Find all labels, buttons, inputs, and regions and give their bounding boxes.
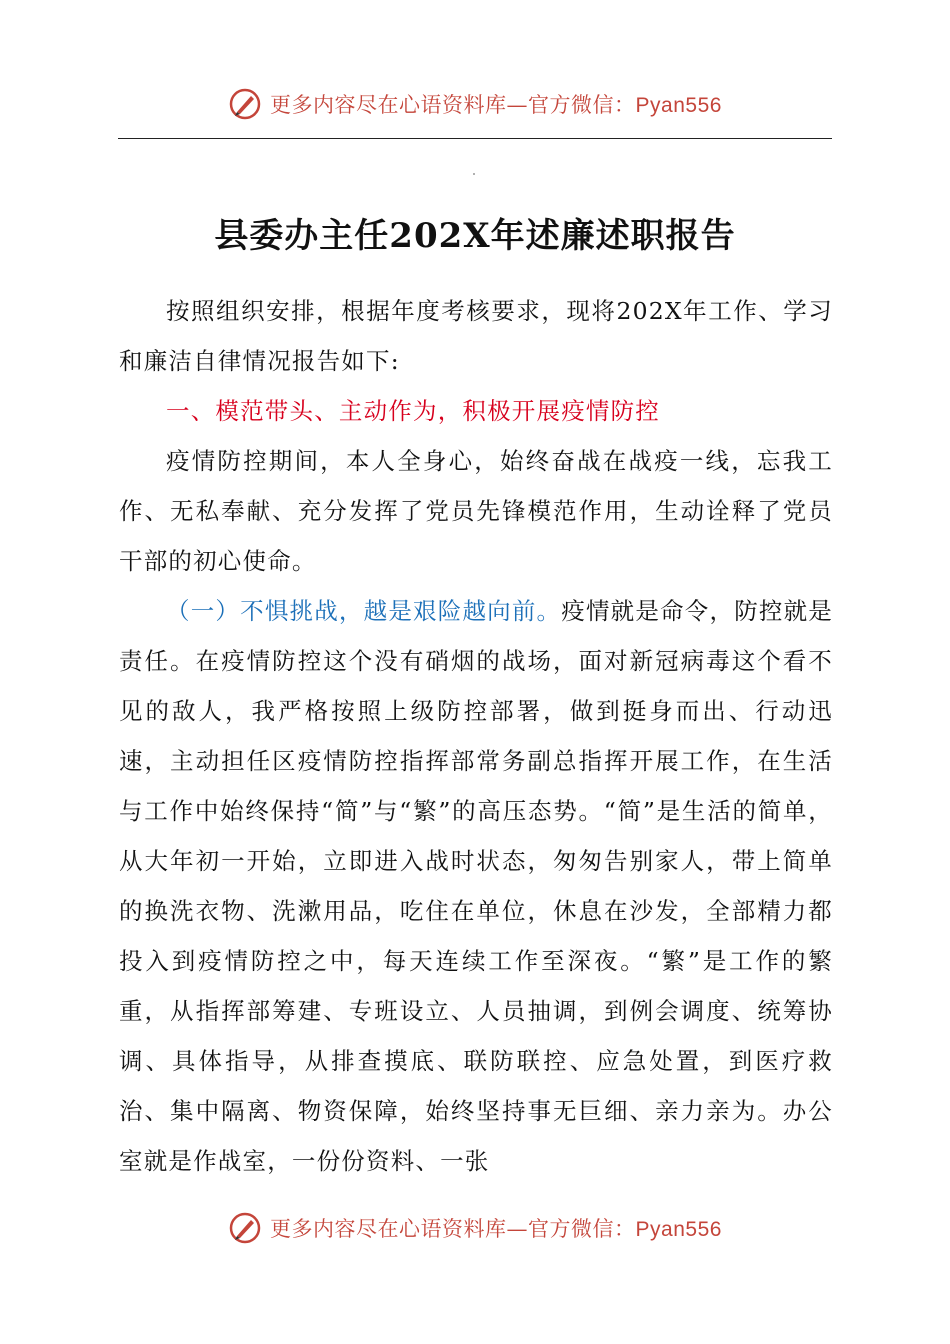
paragraph-2 bbox=[119, 586, 833, 1186]
stray-dot bbox=[473, 173, 475, 175]
document-title: 县委办主任202X年述廉述职报告 bbox=[214, 216, 736, 256]
pen-logo-icon bbox=[228, 1211, 262, 1245]
watermark-banner-top bbox=[0, 84, 950, 124]
intro-paragraph: 按照组织安排，根据年度考核要求，现将202X年工作、学习和廉洁自律情况报告如下: bbox=[119, 297, 833, 375]
pen-logo-icon bbox=[228, 87, 262, 121]
watermark-text: 更多内容尽在心语资料库—官方微信：Pyan556 bbox=[270, 1217, 722, 1241]
subheading-1: （一）不惧挑战，越是艰险越向前。 bbox=[166, 597, 562, 625]
paragraph-2-text: 疫情就是命令，防控就是责任。在疫情防控这个没有硝烟的战场，面对新冠病毒这个看不见的敌人，我严格按照上级防控部署，做到挺身而出、行动迅速，主动担任区疫情防控指挥部常务副总指挥开展工作，在生活与工作中始终保持“简”与“繁”的高压态势。“简”是生活的简单，从大年初一开始，立即进入战时状态，匆匆告别家人，带上简单的换洗衣物、洗漱用品，吃住在单位，休息在沙发，全部精力都投入到疫情防控之中，每天连续工作至深夜。“繁”是工作的繁重，从指挥部筹建、专班设立、人员抽调，到例会调度、统筹协调、具体指导，从排查摸底、联防联控、应急处置，到医疗救治、集中隔离、物资保障，始终坚持事无巨细、亲力亲为。办公室就是作战室，一份份资料、一张 bbox=[119, 597, 834, 1175]
header-divider bbox=[118, 138, 832, 139]
watermark-banner-bottom bbox=[0, 1208, 950, 1248]
section-heading-1: 一、模范带头、主动作为，积极开展疫情防控 bbox=[166, 397, 660, 425]
watermark-text: 更多内容尽在心语资料库—官方微信：Pyan556 bbox=[270, 93, 722, 117]
document-body bbox=[119, 286, 833, 1186]
paragraph-1: 疫情防控期间，本人全身心，始终奋战在战疫一线，忘我工作、无私奉献、充分发挥了党员先锋模范作用，生动诠释了党员干部的初心使命。 bbox=[119, 447, 833, 575]
